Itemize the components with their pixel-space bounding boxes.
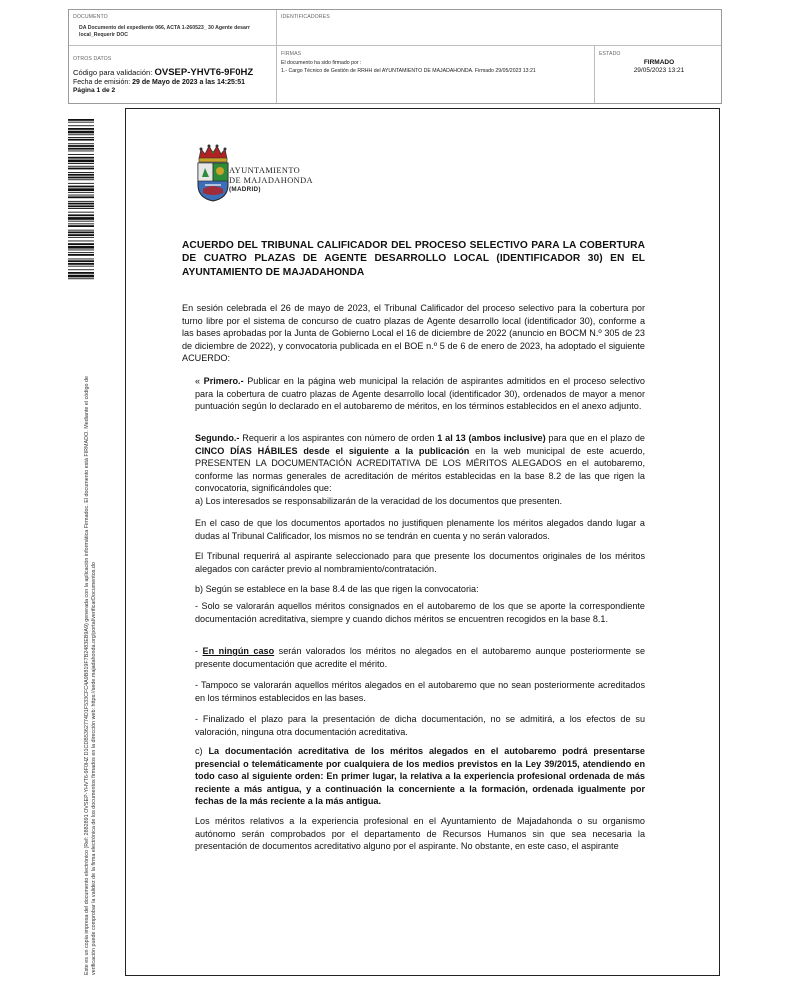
ningun-caso-bold: En ningún caso [202, 646, 275, 656]
ayuntamiento-line1: AYUNTAMIENTO [229, 166, 301, 175]
documento-label: DOCUMENTO [73, 14, 108, 20]
verification-legal-line2: verificación puede comprobar la validez de la firma electrónica de los documentos firmados en la dirección web: https://sede.majadahonda.org/portal/verificarDocumentos.do [91, 562, 97, 975]
otros-datos-label: OTROS DATOS [73, 56, 112, 62]
firmas-intro: El documento ha sido firmado por : [281, 60, 362, 66]
paragraph-final-text: Los méritos relativos a la experiencia profesional en el Ayuntamiento de Majadahonda o su organismo autónomo serán comprobados por el departamento de Recursos Humanos sin que sea necesaria la presentación de documentos acreditativo alguno por el aspirante. No obstante, en este caso, el aspirante [195, 816, 645, 852]
verification-legal-line1: Este es un copia impresa del documento electrónico (Ref: 2882891 OVSEP-YHVT6-9F0HZ D1CDB5362774D1F533CFC4A9B819F7B2483EB9A9) generada con la aplicación informática Firmadoc. El documento está FIRMADO. Mediante el código de [84, 376, 90, 975]
primero-paragraph [195, 375, 645, 413]
barcode-image [68, 119, 94, 281]
segundo-bold-1: 1 al 13 (ambos inclusive) [437, 433, 546, 443]
segundo-paragraph [195, 432, 645, 495]
otros-datos-cell [73, 56, 273, 94]
segundo-label: Segundo.- [195, 433, 240, 443]
page-number: Página 1 de 2 [73, 87, 116, 94]
document-header-table [68, 9, 722, 104]
intro-paragraph [182, 302, 645, 365]
segundo-text-3: en la web municipal de este acuerdo, PRESENTEN LA DOCUMENTACIÓN ACREDITATIVA DE LOS MÉRITOS ALEGADOS en el autobaremo, conforme las normas generales de acreditación de méritos establecidas en la base 8.2 de las que rigen la convocatoria, significándoles que: [195, 445, 645, 494]
segundo-text-1: Requerir a los aspirantes con número de orden [239, 433, 438, 443]
paragraph-finalizado [195, 713, 645, 738]
documento-value: DA Documento del expediente 066, ACTA 1-260523_ 30 Agente desarr local_Requerir DOC [79, 25, 250, 38]
paragraph-tampoco [195, 679, 645, 704]
paragraph-solo-text: - Solo se valorarán aquellos méritos consignados en el autobaremo de los que se aporte la correspondiente documentación acreditativa, siempre y cuando dichos méritos se encuentren recogidos en la base 8.1. [195, 601, 645, 624]
paragraph-c-bold: La documentación acreditativa de los méritos alegados en el autobaremo podrá presentarse presencial o telemáticamente por cualquiera de los medios previstos en la Ley 39/2015, atendiendo en todo caso al siguiente orden: En primer lugar, la relativa a la experiencia profesional ordenada de más reciente a más antigua, y a continuación la concerniente a la formación, ordenada igualmente por fechas de la más reciente a la más antigua. [195, 746, 645, 807]
issue-date-prefix: Fecha de emisión: [73, 79, 131, 86]
issue-date: 29 de Mayo de 2023 a las 14:25:51 [132, 79, 246, 86]
identificadores-label: IDENTIFICADORES [281, 14, 330, 20]
segundo-bold-2: CINCO DÍAS HÁBILES desde el siguiente a la publicación [195, 445, 470, 456]
estado-label: ESTADO [599, 51, 621, 57]
firmas-label: FIRMAS [281, 51, 302, 57]
paragraph-a-text: a) Los interesados se responsabilizarán de la veracidad de los documentos que presenten. [195, 496, 563, 506]
coat-of-arms-logo [193, 143, 233, 203]
validation-code-prefix: Código para validación: [73, 68, 153, 77]
paragraph-caso-text: En el caso de que los documentos aportados no justifiquen plenamente los méritos alegados dando lugar a dudas al Tribunal Calificador, los mismos no se tendrán en cuenta y no serán valorados. [195, 518, 645, 541]
firmas-item: 1.- Cargo Técnico de Gestión de RRHH del AYUNTAMIENTO DE MAJADAHONDA. Firmado 29/05/2023 13:21 [281, 67, 536, 74]
paragraph-a [195, 495, 645, 508]
paragraph-solo [195, 600, 645, 625]
document-title: ACUERDO DEL TRIBUNAL CALIFICADOR DEL PROCESO SELECTIVO PARA LA COBERTURA DE CUATRO PLAZAS DE AGENTE DESARROLLO LOCAL (IDENTIFICADOR 30) EN EL AYUNTAMIENTO DE MAJADAHONDA [182, 240, 645, 278]
primero-text: Publicar en la página web municipal la relación de aspirantes admitidos en el proceso selectivo para la cobertura de cuatro plazas de Agente desarrollo local (identificador 30), ordenados de mayor a menor puntuación según lo declarado en el autobaremo de méritos, en los términos establecidos en el anexo adjunto. [195, 376, 645, 412]
paragraph-final [195, 815, 645, 853]
firmas-cell [281, 51, 591, 74]
ayuntamiento-name [229, 166, 313, 195]
segundo-text-2: para que en el plazo de [545, 433, 645, 443]
issue-date-line [73, 79, 273, 86]
primero-open-quote: « [195, 376, 204, 386]
intro-text: En sesión celebrada el 26 de mayo de 2023, el Tribunal Calificador del proceso selectivo para la cobertura por turno libre por el sistema de concurso de cuatro plazas de Agente desarrollo local (identificador 30), conforme a las bases aprobadas por la Junta de Gobierno Local el 16 de diciembre de 2022 (anuncio en BOCM N.º 305 de 23 de diciembre de 2022), y convocatoria publicada en el BOE n.º 5 de 6 de enero de 2023, ha adoptado el siguiente ACUERDO: [182, 303, 645, 364]
identificadores-cell [281, 14, 330, 20]
paragraph-c [195, 745, 645, 808]
estado-value: FIRMADO [643, 59, 675, 66]
paragraph-c-prefix: c) [195, 746, 209, 756]
paragraph-ningun-caso [195, 645, 645, 670]
paragraph-tribunal [195, 550, 645, 575]
paragraph-tampoco-text: - Tampoco se valorarán aquellos méritos alegados en el autobaremo que no sean posteriormente acreditados en los términos establecidos en las bases. [195, 680, 645, 703]
documento-cell [73, 14, 273, 38]
paragraph-tribunal-text: El Tribunal requerirá al aspirante seleccionado para que presente los documentos originales de los méritos alegados con carácter previo al nombramiento/contratación. [195, 551, 645, 574]
estado-cell [599, 51, 719, 74]
paragraph-finalizado-text: - Finalizado el plazo para la presentación de dicha documentación, no se admitirá, a los efectos de su valoración, ninguna otra documentación acreditativa. [195, 714, 645, 737]
ningun-caso-dash: - [195, 646, 203, 656]
ayuntamiento-line2: DE MAJADAHONDA [229, 175, 313, 185]
verification-legal-text [84, 295, 98, 975]
paragraph-caso [195, 517, 645, 542]
validation-code: OVSEP-YHVT6-9F0HZ [154, 67, 254, 78]
paragraph-b-text: b) Según se establece en la base 8.4 de las que rigen la convocatoria: [195, 584, 479, 594]
estado-date: 29/05/2023 13:21 [633, 67, 685, 74]
primero-label: Primero.- [203, 376, 244, 386]
paragraph-b [195, 583, 645, 596]
ayuntamiento-line3: (MADRID) [229, 186, 261, 193]
ningun-caso-text: serán valorados los méritos no alegados en el autobaremo aunque posteriormente se presente documentación que acredite el mérito. [195, 646, 646, 669]
validation-code-line [73, 67, 273, 78]
